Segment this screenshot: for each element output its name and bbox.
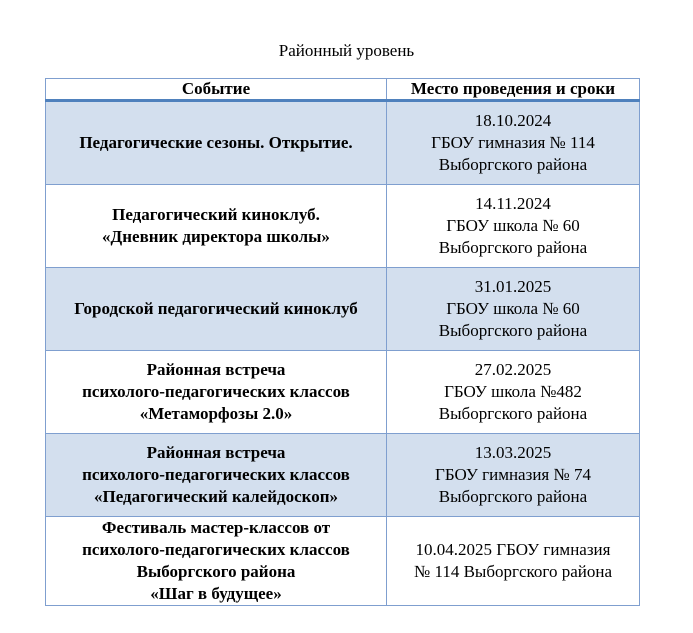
event-line: Районная встреча — [146, 360, 286, 379]
event-line: Выборгского района — [136, 562, 296, 581]
place-cell — [387, 185, 640, 268]
table-row — [46, 517, 640, 606]
event-line: психолого-педагогических классов — [82, 382, 350, 401]
table-row — [46, 268, 640, 351]
event-date: 13.03.2025 — [474, 443, 552, 462]
event-district: Выборгского района — [438, 404, 588, 423]
event-district: Выборгского района — [438, 238, 588, 257]
table-row — [46, 351, 640, 434]
events-table — [45, 78, 640, 606]
event-line: «Шаг в будущее» — [150, 584, 282, 603]
table-row — [46, 101, 640, 185]
header-place-and-dates: Место проведения и сроки — [387, 79, 640, 101]
event-date-and-venue: 10.04.2025 ГБОУ гимназия — [415, 540, 611, 559]
event-cell — [46, 101, 387, 185]
event-date: 27.02.2025 — [474, 360, 552, 379]
event-line: психолого-педагогических классов — [82, 465, 350, 484]
event-venue: ГБОУ гимназия № 114 — [431, 133, 595, 152]
event-district: Выборгского района — [438, 321, 588, 340]
event-line: Педагогические сезоны. Открытие. — [79, 133, 353, 152]
event-venue-district: № 114 Выборгского района — [414, 562, 612, 581]
place-cell — [387, 351, 640, 434]
event-venue: ГБОУ гимназия № 74 — [435, 465, 591, 484]
event-line: Районная встреча — [146, 443, 286, 462]
event-cell — [46, 185, 387, 268]
event-line: Городской педагогический киноклуб — [74, 299, 358, 318]
event-cell — [46, 351, 387, 434]
event-cell — [46, 268, 387, 351]
place-cell — [387, 434, 640, 517]
event-cell — [46, 434, 387, 517]
table-row — [46, 434, 640, 517]
event-cell — [46, 517, 387, 606]
document-title: Районный уровень — [278, 41, 415, 60]
event-line: психолого-педагогических классов — [82, 540, 350, 559]
event-district: Выборгского района — [438, 155, 588, 174]
event-date: 18.10.2024 — [474, 111, 552, 130]
event-line: «Педагогический калейдоскоп» — [93, 487, 339, 506]
event-venue: ГБОУ школа № 60 — [446, 216, 580, 235]
event-date: 31.01.2025 — [474, 277, 552, 296]
event-line: Фестиваль мастер-классов от — [101, 518, 331, 537]
event-line: «Дневник директора школы» — [102, 227, 330, 246]
header-event: Событие — [46, 79, 387, 101]
event-venue: ГБОУ школа № 60 — [446, 299, 580, 318]
place-cell — [387, 268, 640, 351]
event-venue: ГБОУ школа №482 — [444, 382, 582, 401]
event-date: 14.11.2024 — [475, 194, 551, 213]
table-header-row — [46, 79, 640, 101]
event-line: «Метаморфозы 2.0» — [139, 404, 293, 423]
place-cell — [387, 517, 640, 606]
place-cell — [387, 101, 640, 185]
event-line: Педагогический киноклуб. — [112, 205, 320, 224]
event-district: Выборгского района — [438, 487, 588, 506]
table-row — [46, 185, 640, 268]
